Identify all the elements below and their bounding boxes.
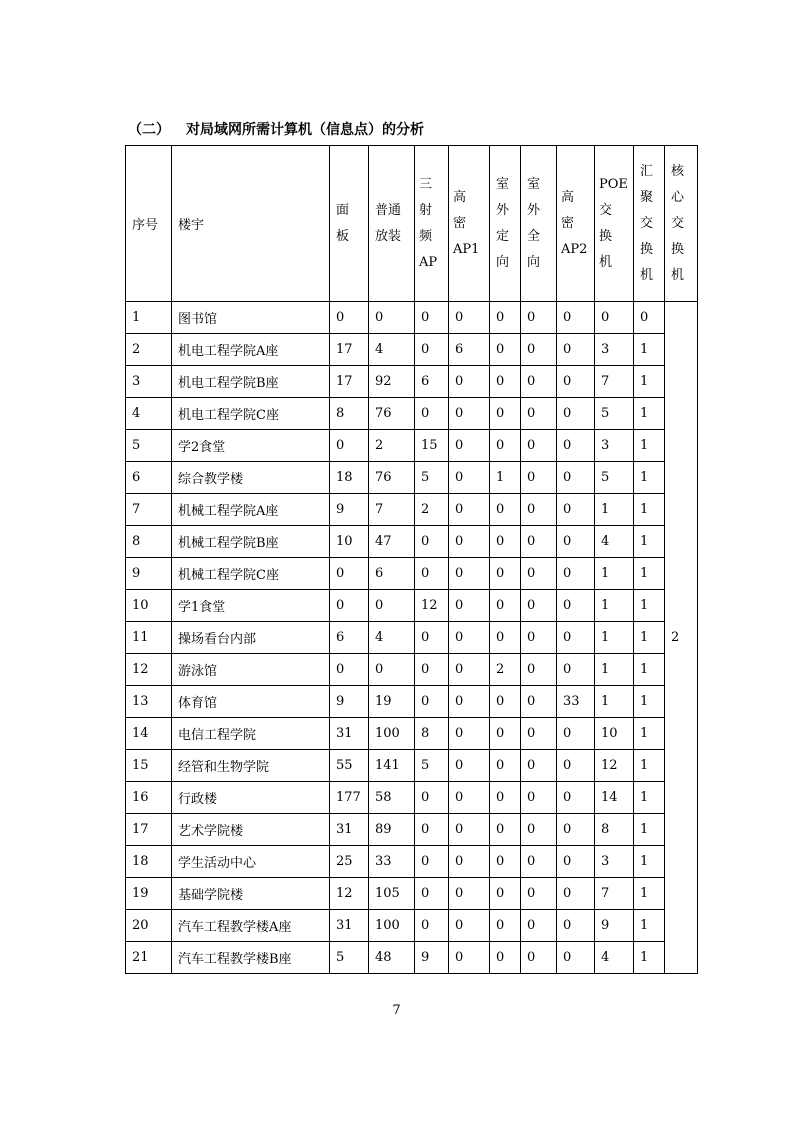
- cell-index: 13: [126, 686, 172, 718]
- cell-tri-band-ap: 6: [415, 366, 449, 398]
- cell-aggregation-switch: 1: [634, 334, 665, 366]
- cell-aggregation-switch: 1: [634, 782, 665, 814]
- cell-ordinary-ap: 92: [369, 366, 415, 398]
- cell-outdoor-directional: 0: [490, 910, 521, 942]
- cell-aggregation-switch: 1: [634, 526, 665, 558]
- header-high-density-ap1: 高 密 AP1: [449, 146, 490, 302]
- cell-poe-switch: 1: [595, 494, 634, 526]
- section-heading: [128, 119, 424, 139]
- cell-high-density-ap2: 0: [557, 814, 595, 846]
- cell-ordinary-ap: 33: [369, 846, 415, 878]
- cell-ordinary-ap: 47: [369, 526, 415, 558]
- cell-outdoor-omni: 0: [521, 718, 557, 750]
- cell-tri-band-ap: 12: [415, 590, 449, 622]
- table-row: [126, 302, 698, 334]
- analysis-table: [125, 145, 698, 974]
- cell-high-density-ap2: 0: [557, 654, 595, 686]
- cell-index: 18: [126, 846, 172, 878]
- cell-outdoor-directional: 0: [490, 750, 521, 782]
- cell-building: 机械工程学院B座: [172, 526, 330, 558]
- cell-outdoor-omni: 0: [521, 334, 557, 366]
- cell-high-density-ap1: 0: [449, 942, 490, 974]
- cell-poe-switch: 4: [595, 526, 634, 558]
- cell-tri-band-ap: 0: [415, 878, 449, 910]
- cell-outdoor-directional: 0: [490, 686, 521, 718]
- cell-index: 20: [126, 910, 172, 942]
- cell-high-density-ap2: 0: [557, 878, 595, 910]
- cell-high-density-ap1: 0: [449, 846, 490, 878]
- cell-tri-band-ap: 0: [415, 846, 449, 878]
- cell-high-density-ap1: 6: [449, 334, 490, 366]
- cell-index: 19: [126, 878, 172, 910]
- cell-building: 艺术学院楼: [172, 814, 330, 846]
- cell-high-density-ap2: 0: [557, 750, 595, 782]
- cell-high-density-ap1: 0: [449, 750, 490, 782]
- cell-building: 操场看台内部: [172, 622, 330, 654]
- cell-poe-switch: 14: [595, 782, 634, 814]
- cell-high-density-ap2: 0: [557, 430, 595, 462]
- cell-outdoor-directional: 0: [490, 366, 521, 398]
- cell-poe-switch: 0: [595, 302, 634, 334]
- cell-poe-switch: 1: [595, 654, 634, 686]
- cell-ordinary-ap: 4: [369, 622, 415, 654]
- header-building: 楼宇: [172, 146, 330, 302]
- cell-building: 机电工程学院C座: [172, 398, 330, 430]
- cell-poe-switch: 5: [595, 462, 634, 494]
- cell-panel: 12: [330, 878, 369, 910]
- cell-panel: 31: [330, 910, 369, 942]
- cell-aggregation-switch: 1: [634, 654, 665, 686]
- cell-ordinary-ap: 0: [369, 590, 415, 622]
- cell-index: 2: [126, 334, 172, 366]
- cell-outdoor-directional: 0: [490, 526, 521, 558]
- cell-tri-band-ap: 0: [415, 654, 449, 686]
- cell-aggregation-switch: 1: [634, 430, 665, 462]
- cell-outdoor-omni: 0: [521, 782, 557, 814]
- cell-outdoor-directional: 0: [490, 782, 521, 814]
- cell-outdoor-directional: 0: [490, 878, 521, 910]
- cell-poe-switch: 8: [595, 814, 634, 846]
- cell-panel: 10: [330, 526, 369, 558]
- cell-building: 机械工程学院C座: [172, 558, 330, 590]
- cell-high-density-ap2: 0: [557, 910, 595, 942]
- cell-poe-switch: 1: [595, 558, 634, 590]
- cell-panel: 31: [330, 814, 369, 846]
- cell-panel: 17: [330, 366, 369, 398]
- table-row: [126, 398, 698, 430]
- cell-building: 图书馆: [172, 302, 330, 334]
- cell-panel: 17: [330, 334, 369, 366]
- cell-aggregation-switch: 1: [634, 686, 665, 718]
- cell-outdoor-omni: 0: [521, 462, 557, 494]
- cell-outdoor-omni: 0: [521, 526, 557, 558]
- cell-ordinary-ap: 7: [369, 494, 415, 526]
- cell-high-density-ap2: 0: [557, 558, 595, 590]
- cell-building: 体育馆: [172, 686, 330, 718]
- header-aggregation-switch: 汇聚交换机: [634, 146, 665, 302]
- table-row: [126, 718, 698, 750]
- cell-panel: 8: [330, 398, 369, 430]
- cell-high-density-ap2: 0: [557, 622, 595, 654]
- cell-ordinary-ap: 4: [369, 334, 415, 366]
- cell-poe-switch: 9: [595, 910, 634, 942]
- cell-tri-band-ap: 0: [415, 334, 449, 366]
- table-row: [126, 526, 698, 558]
- cell-ordinary-ap: 89: [369, 814, 415, 846]
- cell-outdoor-directional: 0: [490, 718, 521, 750]
- cell-outdoor-omni: 0: [521, 302, 557, 334]
- cell-high-density-ap1: 0: [449, 366, 490, 398]
- cell-ordinary-ap: 0: [369, 302, 415, 334]
- cell-outdoor-omni: 0: [521, 654, 557, 686]
- cell-poe-switch: 1: [595, 590, 634, 622]
- header-outdoor-directional: 室外定向: [490, 146, 521, 302]
- cell-index: 11: [126, 622, 172, 654]
- cell-tri-band-ap: 5: [415, 750, 449, 782]
- cell-tri-band-ap: 0: [415, 398, 449, 430]
- cell-outdoor-omni: 0: [521, 846, 557, 878]
- cell-index: 6: [126, 462, 172, 494]
- cell-outdoor-omni: 0: [521, 878, 557, 910]
- cell-tri-band-ap: 0: [415, 302, 449, 334]
- cell-tri-band-ap: 0: [415, 558, 449, 590]
- table-row: [126, 558, 698, 590]
- cell-high-density-ap1: 0: [449, 590, 490, 622]
- cell-building: 机电工程学院A座: [172, 334, 330, 366]
- cell-tri-band-ap: 2: [415, 494, 449, 526]
- cell-outdoor-directional: 0: [490, 494, 521, 526]
- cell-poe-switch: 1: [595, 686, 634, 718]
- cell-tri-band-ap: 0: [415, 686, 449, 718]
- header-core-switch: 核心交换机: [665, 146, 698, 302]
- section-title: 对局域网所需计算机（信息点）的分析: [186, 122, 424, 138]
- cell-index: 12: [126, 654, 172, 686]
- cell-ordinary-ap: 48: [369, 942, 415, 974]
- cell-poe-switch: 5: [595, 398, 634, 430]
- cell-poe-switch: 12: [595, 750, 634, 782]
- table-row: [126, 846, 698, 878]
- cell-high-density-ap1: 0: [449, 782, 490, 814]
- cell-index: 3: [126, 366, 172, 398]
- cell-aggregation-switch: 0: [634, 302, 665, 334]
- cell-aggregation-switch: 1: [634, 398, 665, 430]
- cell-high-density-ap1: 0: [449, 494, 490, 526]
- cell-aggregation-switch: 1: [634, 910, 665, 942]
- cell-outdoor-directional: 0: [490, 942, 521, 974]
- cell-outdoor-directional: 0: [490, 430, 521, 462]
- cell-index: 10: [126, 590, 172, 622]
- cell-high-density-ap1: 0: [449, 398, 490, 430]
- cell-poe-switch: 7: [595, 878, 634, 910]
- cell-outdoor-omni: 0: [521, 814, 557, 846]
- header-index: 序号: [126, 146, 172, 302]
- header-panel: 面板: [330, 146, 369, 302]
- cell-index: 7: [126, 494, 172, 526]
- cell-aggregation-switch: 1: [634, 814, 665, 846]
- cell-building: 学生活动中心: [172, 846, 330, 878]
- cell-index: 15: [126, 750, 172, 782]
- cell-poe-switch: 3: [595, 334, 634, 366]
- cell-high-density-ap1: 0: [449, 686, 490, 718]
- table-row: [126, 590, 698, 622]
- cell-high-density-ap1: 0: [449, 814, 490, 846]
- cell-panel: 25: [330, 846, 369, 878]
- cell-outdoor-omni: 0: [521, 750, 557, 782]
- cell-high-density-ap2: 0: [557, 590, 595, 622]
- cell-high-density-ap1: 0: [449, 430, 490, 462]
- cell-aggregation-switch: 1: [634, 942, 665, 974]
- cell-poe-switch: 3: [595, 846, 634, 878]
- cell-outdoor-omni: 0: [521, 430, 557, 462]
- cell-ordinary-ap: 100: [369, 910, 415, 942]
- cell-panel: 6: [330, 622, 369, 654]
- cell-outdoor-omni: 0: [521, 558, 557, 590]
- cell-index: 4: [126, 398, 172, 430]
- cell-ordinary-ap: 6: [369, 558, 415, 590]
- cell-high-density-ap2: 0: [557, 302, 595, 334]
- cell-aggregation-switch: 1: [634, 366, 665, 398]
- cell-panel: 0: [330, 430, 369, 462]
- cell-ordinary-ap: 2: [369, 430, 415, 462]
- cell-tri-band-ap: 8: [415, 718, 449, 750]
- cell-tri-band-ap: 0: [415, 526, 449, 558]
- cell-building: 学2食堂: [172, 430, 330, 462]
- table-row: [126, 782, 698, 814]
- cell-high-density-ap1: 0: [449, 718, 490, 750]
- table-row: [126, 942, 698, 974]
- cell-high-density-ap2: 0: [557, 494, 595, 526]
- section-number: （二）: [128, 122, 170, 138]
- cell-poe-switch: 1: [595, 622, 634, 654]
- cell-ordinary-ap: 0: [369, 654, 415, 686]
- table-row: [126, 750, 698, 782]
- cell-ordinary-ap: 100: [369, 718, 415, 750]
- page-number: 7: [392, 1003, 401, 1018]
- table-row: [126, 462, 698, 494]
- cell-high-density-ap2: 0: [557, 782, 595, 814]
- cell-ordinary-ap: 105: [369, 878, 415, 910]
- cell-poe-switch: 10: [595, 718, 634, 750]
- cell-outdoor-directional: 0: [490, 814, 521, 846]
- cell-outdoor-directional: 0: [490, 846, 521, 878]
- cell-panel: 18: [330, 462, 369, 494]
- cell-ordinary-ap: 76: [369, 398, 415, 430]
- cell-panel: 31: [330, 718, 369, 750]
- cell-high-density-ap2: 0: [557, 526, 595, 558]
- cell-high-density-ap2: 0: [557, 334, 595, 366]
- cell-high-density-ap2: 0: [557, 366, 595, 398]
- cell-panel: 5: [330, 942, 369, 974]
- cell-building: 机械工程学院A座: [172, 494, 330, 526]
- cell-building: 综合教学楼: [172, 462, 330, 494]
- header-tri-band-ap: 三 射 频 AP: [415, 146, 449, 302]
- cell-index: 16: [126, 782, 172, 814]
- cell-tri-band-ap: 0: [415, 814, 449, 846]
- cell-index: 9: [126, 558, 172, 590]
- cell-outdoor-omni: 0: [521, 398, 557, 430]
- table-row: [126, 622, 698, 654]
- cell-aggregation-switch: 1: [634, 494, 665, 526]
- cell-panel: 9: [330, 494, 369, 526]
- cell-high-density-ap1: 0: [449, 654, 490, 686]
- cell-ordinary-ap: 76: [369, 462, 415, 494]
- cell-panel: 0: [330, 558, 369, 590]
- table-header-row: [126, 146, 698, 302]
- cell-aggregation-switch: 1: [634, 558, 665, 590]
- cell-outdoor-directional: 2: [490, 654, 521, 686]
- cell-high-density-ap2: 0: [557, 462, 595, 494]
- cell-high-density-ap1: 0: [449, 910, 490, 942]
- cell-tri-band-ap: 9: [415, 942, 449, 974]
- cell-aggregation-switch: 1: [634, 718, 665, 750]
- cell-outdoor-directional: 0: [490, 302, 521, 334]
- cell-aggregation-switch: 1: [634, 590, 665, 622]
- cell-outdoor-directional: 0: [490, 622, 521, 654]
- cell-high-density-ap2: 33: [557, 686, 595, 718]
- cell-panel: 55: [330, 750, 369, 782]
- cell-poe-switch: 4: [595, 942, 634, 974]
- cell-panel: 0: [330, 590, 369, 622]
- cell-poe-switch: 7: [595, 366, 634, 398]
- cell-outdoor-directional: 1: [490, 462, 521, 494]
- header-ordinary-ap: 普通放装: [369, 146, 415, 302]
- table-row: [126, 494, 698, 526]
- cell-index: 21: [126, 942, 172, 974]
- cell-outdoor-directional: 0: [490, 398, 521, 430]
- cell-index: 14: [126, 718, 172, 750]
- cell-panel: 0: [330, 654, 369, 686]
- cell-tri-band-ap: 5: [415, 462, 449, 494]
- cell-outdoor-omni: 0: [521, 494, 557, 526]
- table-row: [126, 334, 698, 366]
- cell-building: 学1食堂: [172, 590, 330, 622]
- cell-aggregation-switch: 1: [634, 462, 665, 494]
- cell-building: 机电工程学院B座: [172, 366, 330, 398]
- cell-building: 电信工程学院: [172, 718, 330, 750]
- cell-high-density-ap1: 0: [449, 878, 490, 910]
- header-high-density-ap2: 高 密 AP2: [557, 146, 595, 302]
- cell-panel: 177: [330, 782, 369, 814]
- cell-high-density-ap1: 0: [449, 462, 490, 494]
- cell-high-density-ap2: 0: [557, 846, 595, 878]
- cell-building: 游泳馆: [172, 654, 330, 686]
- cell-building: 基础学院楼: [172, 878, 330, 910]
- cell-outdoor-omni: 0: [521, 590, 557, 622]
- cell-high-density-ap1: 0: [449, 526, 490, 558]
- table-row: [126, 686, 698, 718]
- cell-outdoor-omni: 0: [521, 622, 557, 654]
- cell-panel: 9: [330, 686, 369, 718]
- header-outdoor-omni: 室外全向: [521, 146, 557, 302]
- cell-tri-band-ap: 0: [415, 782, 449, 814]
- cell-tri-band-ap: 0: [415, 622, 449, 654]
- cell-ordinary-ap: 58: [369, 782, 415, 814]
- cell-aggregation-switch: 1: [634, 846, 665, 878]
- cell-tri-band-ap: 0: [415, 910, 449, 942]
- cell-panel: 0: [330, 302, 369, 334]
- cell-outdoor-omni: 0: [521, 366, 557, 398]
- cell-building: 经管和生物学院: [172, 750, 330, 782]
- cell-aggregation-switch: 1: [634, 622, 665, 654]
- cell-ordinary-ap: 19: [369, 686, 415, 718]
- header-poe-switch: POE 交 换 机: [595, 146, 634, 302]
- cell-high-density-ap2: 0: [557, 718, 595, 750]
- cell-high-density-ap1: 0: [449, 558, 490, 590]
- cell-high-density-ap2: 0: [557, 398, 595, 430]
- cell-building: 汽车工程教学楼A座: [172, 910, 330, 942]
- table-row: [126, 366, 698, 398]
- cell-tri-band-ap: 15: [415, 430, 449, 462]
- cell-high-density-ap2: 0: [557, 942, 595, 974]
- cell-index: 1: [126, 302, 172, 334]
- cell-ordinary-ap: 141: [369, 750, 415, 782]
- table-row: [126, 910, 698, 942]
- table-row: [126, 878, 698, 910]
- cell-building: 行政楼: [172, 782, 330, 814]
- table-row: [126, 814, 698, 846]
- table-row: [126, 654, 698, 686]
- cell-high-density-ap1: 0: [449, 302, 490, 334]
- cell-index: 17: [126, 814, 172, 846]
- cell-outdoor-directional: 0: [490, 590, 521, 622]
- cell-building: 汽车工程教学楼B座: [172, 942, 330, 974]
- cell-outdoor-omni: 0: [521, 910, 557, 942]
- cell-aggregation-switch: 1: [634, 750, 665, 782]
- cell-high-density-ap1: 0: [449, 622, 490, 654]
- cell-outdoor-omni: 0: [521, 942, 557, 974]
- cell-outdoor-directional: 0: [490, 558, 521, 590]
- cell-outdoor-omni: 0: [521, 686, 557, 718]
- cell-index: 8: [126, 526, 172, 558]
- cell-outdoor-directional: 0: [490, 334, 521, 366]
- cell-core-switch-total: 2: [665, 302, 698, 974]
- cell-index: 5: [126, 430, 172, 462]
- cell-poe-switch: 3: [595, 430, 634, 462]
- table-row: [126, 430, 698, 462]
- cell-aggregation-switch: 1: [634, 878, 665, 910]
